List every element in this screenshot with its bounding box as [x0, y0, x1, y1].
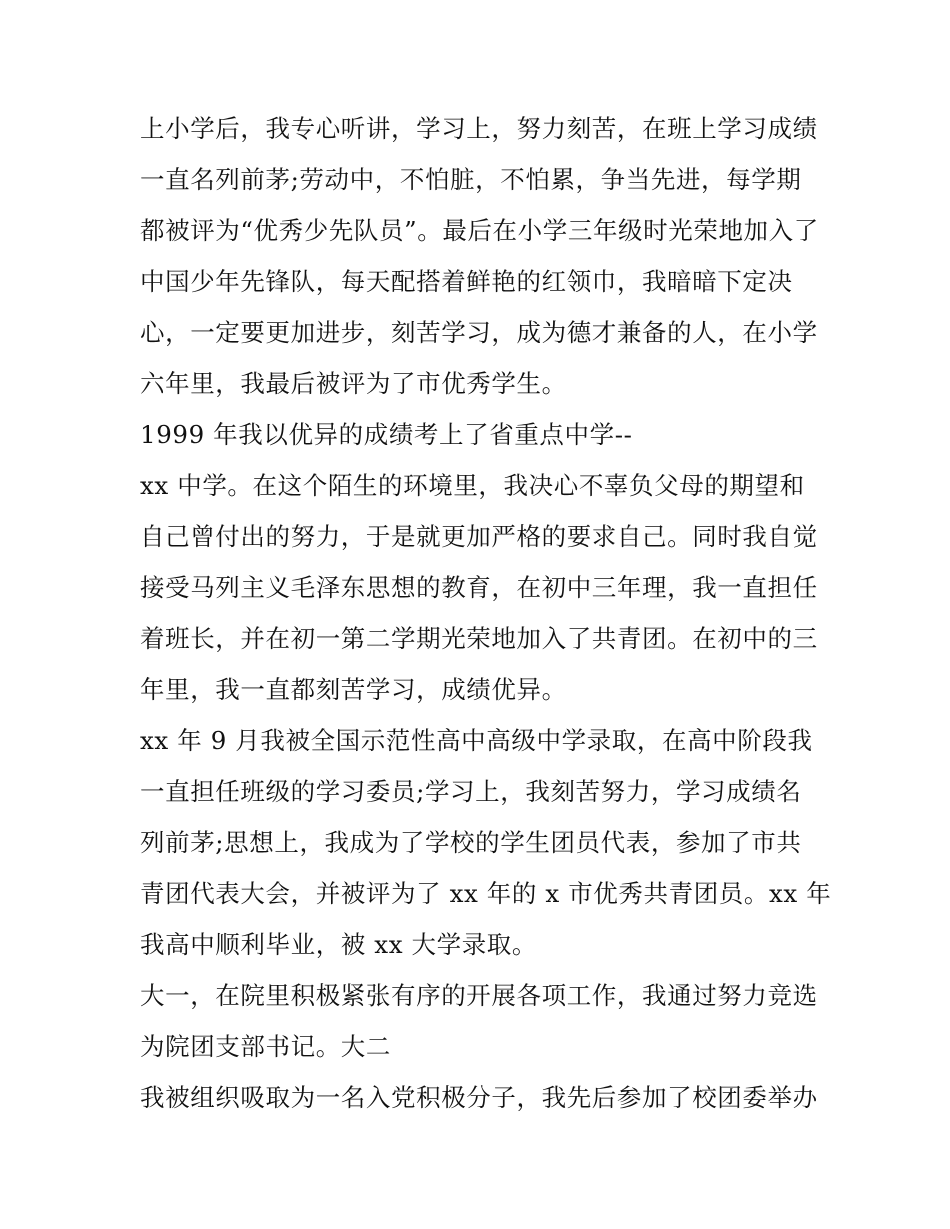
text-line: 接受马列主义毛泽东思想的教育，在初中三年理，我一直担任	[140, 573, 818, 602]
text-line: 大一，在院里积极紧张有序的开展各项工作，我通过努力竞选	[140, 981, 818, 1010]
text-line: 一直担任班级的学习委员;学习上，我刻苦努力，学习成绩名	[140, 777, 802, 806]
text-line: xx 中学。在这个陌生的环境里，我决心不辜负父母的期望和	[140, 471, 805, 500]
text-line: 自己曾付出的努力，于是就更加严格的要求自己。同时我自觉	[140, 522, 818, 551]
text-line: 年里，我一直都刻苦学习，成绩优异。	[140, 675, 567, 704]
text-line: 心，一定要更加进步，刻苦学习，成为德才兼备的人，在小学	[140, 318, 818, 347]
text-line: 为院团支部书记。大二	[140, 1032, 391, 1061]
text-line: 中国少年先锋队，每天配搭着鲜艳的红领巾，我暗暗下定决	[140, 267, 793, 296]
text-line: 一直名列前茅;劳动中，不怕脏，不怕累，争当先进，每学期	[140, 165, 802, 194]
text-line: 我高中顺利毕业，被 xx 大学录取。	[140, 930, 538, 959]
text-line: 着班长，并在初一第二学期光荣地加入了共青团。在初中的三	[140, 624, 818, 653]
text-line: 我被组织吸取为一名入党积极分子，我先后参加了校团委举办	[140, 1083, 818, 1112]
text-line: 六年里，我最后被评为了市优秀学生。	[140, 369, 567, 398]
text-line: 上小学后，我专心听讲，学习上，努力刻苦，在班上学习成绩	[140, 114, 818, 143]
text-line: 1999 年我以优异的成绩考上了省重点中学--	[140, 420, 633, 449]
text-line: 都被评为“优秀少先队员”。最后在小学三年级时光荣地加入了	[140, 216, 819, 245]
text-line: 列前茅;思想上，我成为了学校的学生团员代表，参加了市共	[140, 828, 802, 857]
text-line: xx 年 9 月我被全国示范性高中高级中学录取，在高中阶段我	[140, 726, 813, 755]
body-text	[140, 103, 830, 1123]
text-line: 青团代表大会，并被评为了 xx 年的 x 市优秀共青团员。xx 年	[140, 879, 832, 908]
